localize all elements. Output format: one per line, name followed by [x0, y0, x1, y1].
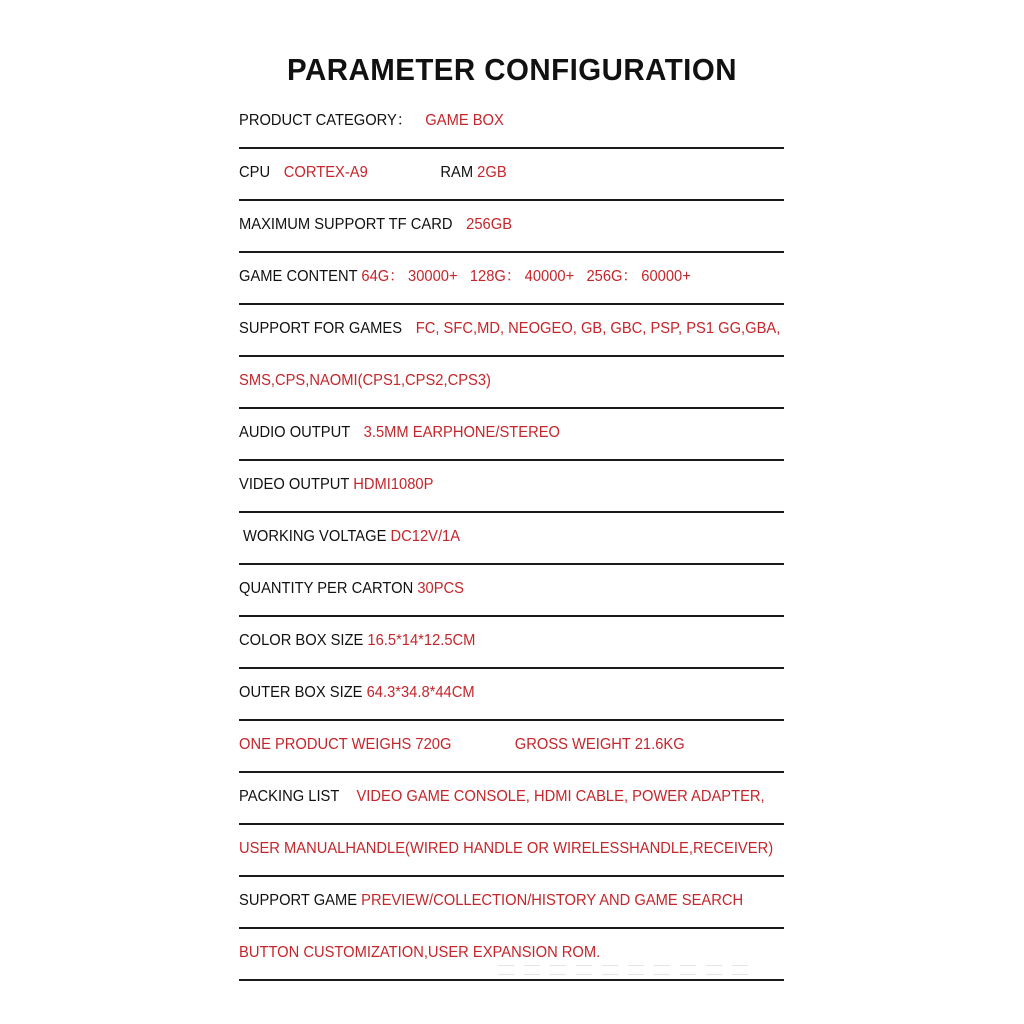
spec-value: PREVIEW/COLLECTION/HISTORY AND GAME SEARCH — [361, 892, 744, 909]
spec-row-voltage — [239, 513, 784, 565]
spec-row-video — [239, 461, 784, 513]
spec-value: 256GB — [466, 216, 513, 233]
product-weight: ONE PRODUCT WEIGHS 720G — [239, 736, 452, 753]
spec-value: 64.3*34.8*44CM — [366, 684, 475, 701]
spec-label: SUPPORT GAME — [239, 892, 358, 909]
spec-row-outer-box — [239, 669, 784, 721]
spec-label: WORKING VOLTAGE — [243, 528, 387, 545]
spec-label: SUPPORT FOR GAMES — [239, 320, 403, 337]
spec-value: GAME BOX — [425, 112, 504, 129]
spec-row-cpu-ram — [239, 149, 784, 201]
spec-value: DC12V/1A — [390, 528, 461, 545]
spec-value: SMS,CPS,NAOMI(CPS1,CPS2,CPS3) — [239, 372, 491, 389]
spec-row-category — [239, 97, 784, 149]
gross-weight: GROSS WEIGHT 21.6KG — [514, 736, 685, 753]
spec-value: 3.5MM EARPHONE/STEREO — [363, 424, 560, 441]
spec-value: HDMI1080P — [353, 476, 434, 493]
spec-row-packing-2 — [239, 825, 784, 877]
spec-value: BUTTON CUSTOMIZATION,USER EXPANSION ROM. — [239, 944, 601, 961]
spec-label: PRODUCT CATEGORY： — [239, 112, 412, 129]
page-title: PARAMETER CONFIGURATION — [287, 52, 737, 87]
spec-value: USER MANUALHANDLE(WIRED HANDLE OR WIRELESSHANDLE,RECEIVER) — [239, 840, 774, 857]
cpu-label: CPU — [239, 164, 271, 181]
spec-label: AUDIO OUTPUT — [239, 424, 350, 441]
spec-row-weight — [239, 721, 784, 773]
spec-row-games-1 — [239, 305, 784, 357]
spec-label: MAXIMUM SUPPORT TF CARD — [239, 216, 453, 233]
spec-row-packing-1 — [239, 773, 784, 825]
faint-watermark — [498, 962, 788, 974]
spec-row-carton — [239, 565, 784, 617]
spec-label: PACKING LIST — [239, 788, 340, 805]
spec-value: 16.5*14*12.5CM — [367, 632, 476, 649]
spec-value: 64G： 30000+ 128G： 40000+ 256G： 60000+ — [361, 268, 691, 285]
spec-row-tf-card — [239, 201, 784, 253]
spec-row-color-box — [239, 617, 784, 669]
ram-value: 2GB — [477, 164, 507, 181]
ram-label: RAM — [440, 164, 474, 181]
spec-label: OUTER BOX SIZE — [239, 684, 363, 701]
spec-list — [239, 97, 784, 981]
spec-row-audio — [239, 409, 784, 461]
spec-row-support-1 — [239, 877, 784, 929]
spec-label: VIDEO OUTPUT — [239, 476, 350, 493]
cpu-value: CORTEX-A9 — [283, 164, 368, 181]
spec-label: GAME CONTENT — [239, 268, 358, 285]
spec-value: FC, SFC,MD, NEOGEO, GB, GBC, PSP, PS1 GG,GBA, — [415, 320, 781, 337]
spec-row-game-content — [239, 253, 784, 305]
spec-label: COLOR BOX SIZE — [239, 632, 364, 649]
spec-value: VIDEO GAME CONSOLE, HDMI CABLE, POWER ADAPTER, — [356, 788, 765, 805]
spec-label: QUANTITY PER CARTON — [239, 580, 414, 597]
spec-value: 30PCS — [417, 580, 464, 597]
spec-row-games-2 — [239, 357, 784, 409]
